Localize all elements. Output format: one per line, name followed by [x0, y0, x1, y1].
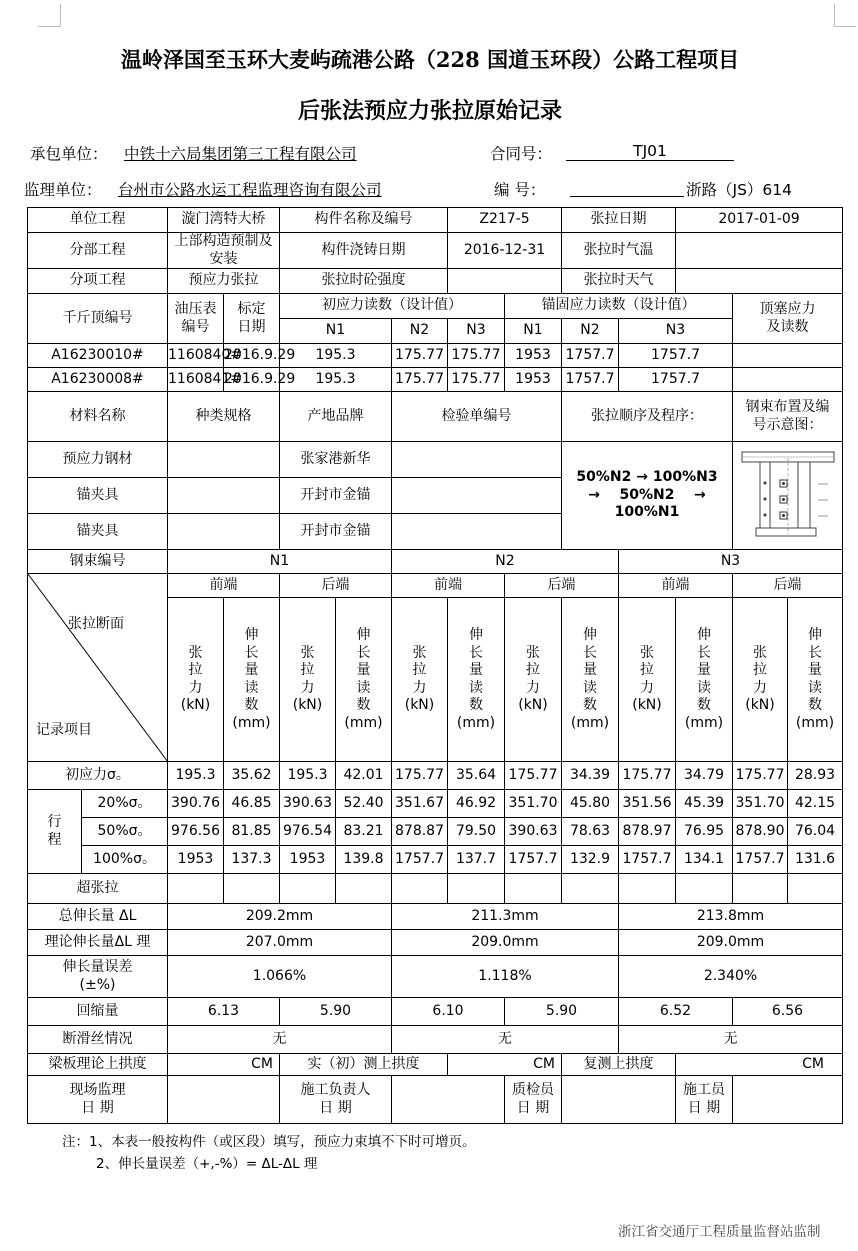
over-tension-label: 超张拉 [28, 874, 168, 904]
stage-100-value: 1757.7 [392, 846, 448, 874]
calib-date: 2016.9.29 [224, 344, 280, 368]
material-spec [168, 514, 280, 550]
retraction-value: 6.56 [733, 998, 843, 1026]
col-n2: N2 [392, 319, 448, 344]
top-stress [733, 368, 843, 392]
corner-mark [60, 4, 61, 26]
over-tension-value [392, 874, 448, 904]
total-elongation-n2: 211.3mm [392, 904, 619, 930]
anchor-n3: 1757.7 [619, 368, 733, 392]
unit-project-label: 单位工程 [28, 208, 168, 233]
stage-50-value: 976.56 [168, 818, 224, 846]
initial-stress-value: 34.39 [562, 762, 619, 790]
over-tension-value [562, 874, 619, 904]
stage-100-label: 100%σ。 [82, 846, 168, 874]
material-name-header: 材料名称 [28, 392, 168, 442]
division-label: 分部工程 [28, 233, 168, 269]
over-tension-value [619, 874, 676, 904]
manager-sign-label: 施工负责人 日 期 [280, 1076, 392, 1124]
theory-elongation-n3: 209.0mm [619, 930, 843, 956]
stage-100-value: 131.6 [788, 846, 843, 874]
stage-20-value: 390.76 [168, 790, 224, 818]
stage-100-value: 1757.7 [505, 846, 562, 874]
initial-n1: 195.3 [280, 344, 392, 368]
stage-50-value: 78.63 [562, 818, 619, 846]
contractor-value: 中铁十六局集团第三工程有限公司 [124, 145, 357, 163]
top-stress-header: 顶塞应力 及读数 [733, 294, 843, 344]
over-tension-value [224, 874, 280, 904]
front-end-n2: 前端 [392, 574, 505, 598]
material-brand: 张家港新华 [280, 442, 392, 478]
supervisor-sign-field[interactable] [168, 1076, 280, 1124]
material-brand: 开封市金锚 [280, 514, 392, 550]
theory-camber-unit: CM [168, 1054, 280, 1076]
stage-50-value: 76.95 [676, 818, 733, 846]
bundle-n2: N2 [392, 550, 619, 574]
gauge-no: 1160840# [168, 344, 224, 368]
supervisor-sign-label: 现场监理 日 期 [28, 1076, 168, 1124]
stage-50-value: 878.87 [392, 818, 448, 846]
break-slip-n3: 无 [619, 1026, 843, 1054]
break-slip-n2: 无 [392, 1026, 619, 1054]
weather-label: 张拉时天气 [562, 269, 676, 294]
tension-date-value: 2017-01-09 [676, 208, 843, 233]
anchor-n1: 1953 [505, 368, 562, 392]
initial-n2: 175.77 [392, 344, 448, 368]
retraction-label: 回缩量 [28, 998, 168, 1026]
jack-no: A16230008# [28, 368, 168, 392]
weather-value [676, 269, 843, 294]
col-n1: N1 [505, 319, 562, 344]
stage-50-value: 76.04 [788, 818, 843, 846]
initial-n1: 195.3 [280, 368, 392, 392]
stage-100-value: 137.3 [224, 846, 280, 874]
corner-mark [834, 26, 856, 27]
initial-stress-value: 175.77 [505, 762, 562, 790]
material-spec [168, 478, 280, 514]
tendon-diagram [733, 442, 843, 550]
supervisor-value: 台州市公路水运工程监理咨询有限公司 [118, 181, 382, 199]
over-tension-value [336, 874, 392, 904]
retraction-value: 6.52 [619, 998, 733, 1026]
initial-n3: 175.77 [448, 368, 505, 392]
stage-20-value: 351.70 [505, 790, 562, 818]
anchor-n2: 1757.7 [562, 344, 619, 368]
stage-50-value: 81.85 [224, 818, 280, 846]
stage-20-value: 45.80 [562, 790, 619, 818]
over-tension-value [505, 874, 562, 904]
stage-100-value: 1757.7 [733, 846, 788, 874]
back-end-n2: 后端 [505, 574, 619, 598]
material-spec [168, 442, 280, 478]
stage-20-value: 351.56 [619, 790, 676, 818]
theory-camber-label: 梁板理论上拱度 [28, 1054, 168, 1076]
gauge-no: 1160841# [168, 368, 224, 392]
initial-stress-value: 195.3 [280, 762, 336, 790]
anchor-stress-header: 锚固应力读数（设计值） [505, 294, 733, 319]
stage-50-value: 83.21 [336, 818, 392, 846]
stage-20-value: 351.67 [392, 790, 448, 818]
issuer-footer: 浙江省交通厅工程质量监督站监制 [618, 1224, 821, 1240]
member-value: Z217-5 [448, 208, 562, 233]
anchor-n3: 1757.7 [619, 344, 733, 368]
serial-label: 编 号： [494, 181, 546, 199]
total-elongation-n3: 213.8mm [619, 904, 843, 930]
travel-label: 行 程 [28, 790, 82, 874]
stage-100-value: 1953 [168, 846, 224, 874]
worker-sign-field[interactable] [733, 1076, 843, 1124]
tension-sequence: 50%N2 → 100%N3 → 50%N2 → 100%N1 [562, 442, 733, 550]
division-value: 上部构造预制及安装 [168, 233, 280, 269]
pour-date-value: 2016-12-31 [448, 233, 562, 269]
material-name: 锚夹具 [28, 478, 168, 514]
material-brand-header: 产地品牌 [280, 392, 392, 442]
stage-100-value: 1757.7 [619, 846, 676, 874]
tension-force-header: 张 拉 力 (kN) [280, 598, 336, 762]
tension-date-label: 张拉日期 [562, 208, 676, 233]
over-tension-value [788, 874, 843, 904]
initial-n2: 175.77 [392, 368, 448, 392]
qc-sign-label: 质检员 日 期 [505, 1076, 562, 1124]
bundle-no-label: 钢束编号 [28, 550, 168, 574]
manager-sign-field[interactable] [392, 1076, 505, 1124]
front-end-n1: 前端 [168, 574, 280, 598]
elongation-reading-header: 伸 长 量 读 数 (mm) [788, 598, 843, 762]
back-end-n3: 后端 [733, 574, 843, 598]
stage-50-value: 390.63 [505, 818, 562, 846]
material-cert [392, 514, 562, 550]
sequence-header: 张拉顺序及程序： [562, 392, 733, 442]
tension-force-header: 张 拉 力 (kN) [733, 598, 788, 762]
stage-100-value: 139.8 [336, 846, 392, 874]
actual-camber-unit: CM [448, 1054, 562, 1076]
stage-100-value: 137.7 [448, 846, 505, 874]
elongation-reading-header: 伸 长 量 读 数 (mm) [448, 598, 505, 762]
initial-stress-value: 195.3 [168, 762, 224, 790]
theory-elongation-label: 理论伸长量ΔL 理 [28, 930, 168, 956]
jack-no: A16230010# [28, 344, 168, 368]
note-line-2: 2、伸长量误差（+,-%）= ΔL-ΔL 理 [96, 1156, 318, 1172]
elongation-reading-header: 伸 长 量 读 数 (mm) [224, 598, 280, 762]
stage-100-value: 132.9 [562, 846, 619, 874]
initial-n3: 175.77 [448, 344, 505, 368]
tension-force-header: 张 拉 力 (kN) [392, 598, 448, 762]
material-brand: 开封市金锚 [280, 478, 392, 514]
elongation-error-label: 伸长量误差 (±%) [28, 956, 168, 998]
stage-50-value: 79.50 [448, 818, 505, 846]
recheck-camber-label: 复测上拱度 [562, 1054, 676, 1076]
calib-date: 2016.9.29 [224, 368, 280, 392]
top-stress [733, 344, 843, 368]
concrete-strength-label: 张拉时砼强度 [280, 269, 448, 294]
serial-underline [570, 196, 684, 197]
over-tension-value [448, 874, 505, 904]
section-record-corner [28, 574, 168, 762]
stage-20-value: 390.63 [280, 790, 336, 818]
stage-20-value: 52.40 [336, 790, 392, 818]
serial-value: 浙路（JS）614 [686, 181, 792, 199]
elongation-reading-header: 伸 长 量 读 数 (mm) [562, 598, 619, 762]
stage-20-value: 45.39 [676, 790, 733, 818]
break-slip-label: 断滑丝情况 [28, 1026, 168, 1054]
tension-force-header: 张 拉 力 (kN) [168, 598, 224, 762]
corner-mark [38, 26, 60, 27]
elongation-error-n1: 1.066% [168, 956, 392, 998]
contract-no-label: 合同号： [490, 145, 553, 163]
recheck-camber-unit: CM [676, 1054, 843, 1076]
tension-force-header: 张 拉 力 (kN) [505, 598, 562, 762]
initial-stress-value: 35.64 [448, 762, 505, 790]
over-tension-value [168, 874, 224, 904]
title-line-2: 后张法预应力张拉原始记录 [297, 98, 562, 124]
record-table [27, 207, 843, 1124]
total-elongation-label: 总伸长量 ΔL [28, 904, 168, 930]
stage-20-value: 42.15 [788, 790, 843, 818]
stage-100-value: 134.1 [676, 846, 733, 874]
retraction-value: 5.90 [505, 998, 619, 1026]
over-tension-value [733, 874, 788, 904]
stage-20-value: 46.85 [224, 790, 280, 818]
stage-50-value: 878.97 [619, 818, 676, 846]
qc-sign-field[interactable] [562, 1076, 676, 1124]
pour-date-label: 构件浇铸日期 [280, 233, 448, 269]
supervisor-label: 监理单位： [24, 181, 102, 199]
total-elongation-n1: 209.2mm [168, 904, 392, 930]
actual-camber-label: 实（初）测上拱度 [280, 1054, 448, 1076]
stage-20-label: 20%σ。 [82, 790, 168, 818]
jack-no-header: 千斤顶编号 [28, 294, 168, 344]
gauge-no-header: 油压表 编号 [168, 294, 224, 344]
over-tension-value [280, 874, 336, 904]
contractor-label: 承包单位： [30, 145, 108, 163]
diagram-header: 钢束布置及编 号示意图： [733, 392, 843, 442]
initial-stress-value: 35.62 [224, 762, 280, 790]
material-spec-header: 种类规格 [168, 392, 280, 442]
initial-stress-header: 初应力读数（设计值） [280, 294, 505, 319]
stage-20-value: 46.92 [448, 790, 505, 818]
material-cert-header: 检验单编号 [392, 392, 562, 442]
stage-50-value: 976.54 [280, 818, 336, 846]
material-name: 锚夹具 [28, 514, 168, 550]
initial-stress-value: 175.77 [392, 762, 448, 790]
theory-elongation-n1: 207.0mm [168, 930, 392, 956]
material-name: 预应力钢材 [28, 442, 168, 478]
break-slip-n1: 无 [168, 1026, 392, 1054]
stage-50-value: 878.90 [733, 818, 788, 846]
tension-temp-value [676, 233, 843, 269]
stage-20-value: 351.70 [733, 790, 788, 818]
initial-stress-value: 28.93 [788, 762, 843, 790]
initial-stress-value: 34.79 [676, 762, 733, 790]
over-tension-value [676, 874, 733, 904]
retraction-value: 5.90 [280, 998, 392, 1026]
retraction-value: 6.13 [168, 998, 280, 1026]
elongation-reading-header: 伸 长 量 读 数 (mm) [336, 598, 392, 762]
material-cert [392, 478, 562, 514]
back-end-n1: 后端 [280, 574, 392, 598]
bundle-n3: N3 [619, 550, 843, 574]
concrete-strength-value [448, 269, 562, 294]
contract-no-value: TJ01 [566, 142, 734, 161]
elongation-error-n3: 2.340% [619, 956, 843, 998]
elongation-error-n2: 1.118% [392, 956, 619, 998]
material-cert [392, 442, 562, 478]
elongation-reading-header: 伸 长 量 读 数 (mm) [676, 598, 733, 762]
worker-sign-label: 施工员 日 期 [676, 1076, 733, 1124]
tendon-layout-diagram [736, 444, 840, 542]
initial-stress-label: 初应力σ。 [28, 762, 168, 790]
title-line-1: 温岭泽国至玉环大麦屿疏港公路（228 国道玉环段）公路工程项目 [120, 47, 740, 72]
unit-project-value: 漩门湾特大桥 [168, 208, 280, 233]
initial-stress-value: 175.77 [733, 762, 788, 790]
theory-elongation-n2: 209.0mm [392, 930, 619, 956]
corner-mark [834, 4, 835, 26]
member-label: 构件名称及编号 [280, 208, 448, 233]
initial-stress-value: 175.77 [619, 762, 676, 790]
stage-100-value: 1953 [280, 846, 336, 874]
tension-force-header: 张 拉 力 (kN) [619, 598, 676, 762]
subitem-value: 预应力张拉 [168, 269, 280, 294]
anchor-n1: 1953 [505, 344, 562, 368]
bundle-n1: N1 [168, 550, 392, 574]
record-item-label: 记录项目 [36, 722, 92, 738]
calib-date-header: 标定 日期 [224, 294, 280, 344]
col-n3: N3 [619, 319, 733, 344]
col-n3: N3 [448, 319, 505, 344]
section-label: 张拉断面 [68, 616, 124, 632]
retraction-value: 6.10 [392, 998, 505, 1026]
anchor-n2: 1757.7 [562, 368, 619, 392]
col-n1: N1 [280, 319, 392, 344]
note-line-1: 注：1、本表一般按构件（或区段）填写，预应力束填不下时可增页。 [62, 1134, 476, 1150]
stage-50-label: 50%σ。 [82, 818, 168, 846]
subitem-label: 分项工程 [28, 269, 168, 294]
col-n2: N2 [562, 319, 619, 344]
front-end-n3: 前端 [619, 574, 733, 598]
tension-temp-label: 张拉时气温 [562, 233, 676, 269]
initial-stress-value: 42.01 [336, 762, 392, 790]
